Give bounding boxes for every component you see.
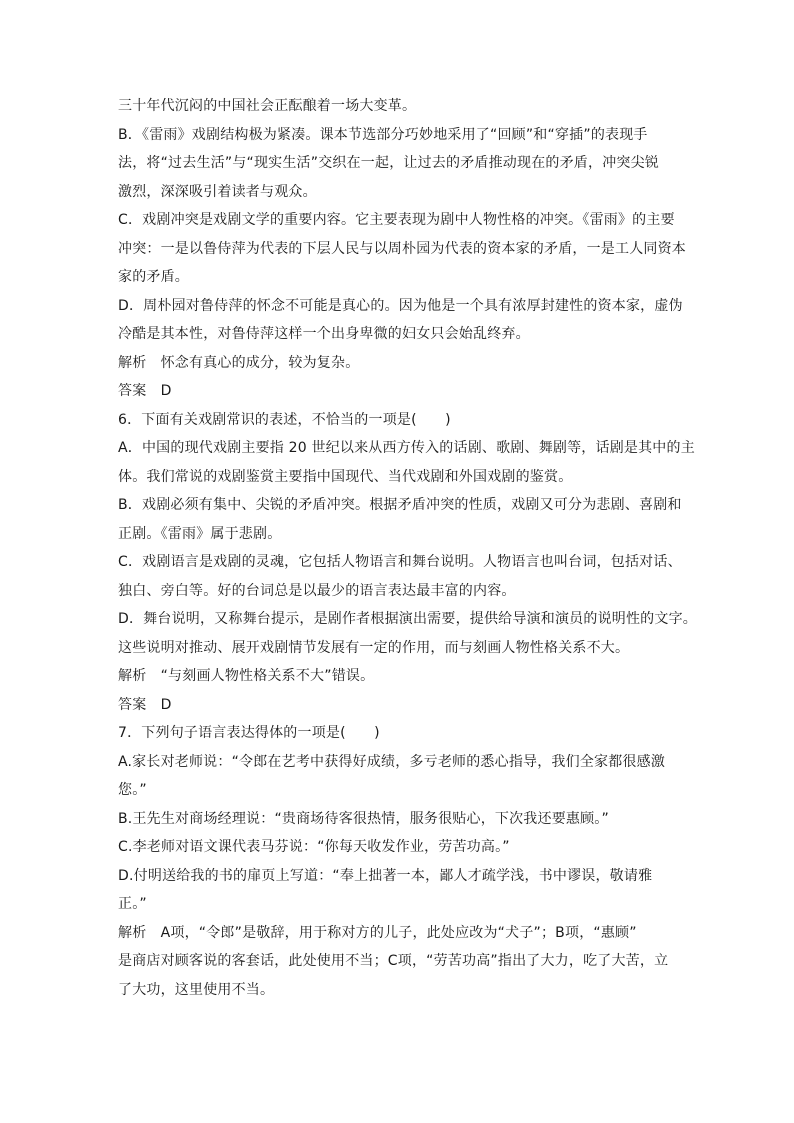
text-line: 这些说明对推动、展开戏剧情节发展有一定的作用，而与刻画人物性格关系不大。 xyxy=(118,639,630,656)
analysis-line: 解析 A项，“令郎”是敬辞，用于称对方的儿子，此处应改为“犬子”；B项，“惠顾” xyxy=(118,924,637,941)
answer-line: 答案 D xyxy=(118,696,172,713)
text-line: 了大功，这里使用不当。 xyxy=(118,981,275,998)
analysis-line: 解析 “与刻画人物性格关系不大”错误。 xyxy=(118,668,375,684)
question-6-stem: 6．下面有关戏剧常识的表述，不恰当的一项是( ) xyxy=(118,411,451,428)
text-line: 冷酷是其本性，对鲁侍萍这样一个出身卑微的妇女只会始乱终弃。 xyxy=(118,326,530,342)
option-c-line: C．戏剧语言是戏剧的灵魂，它包括人物语言和舞台说明。人物语言也叫台词，包括对话、 xyxy=(118,554,682,570)
answer-line: 答案 D xyxy=(118,383,172,399)
option-c-line: C.李老师对语文课代表马芬说：“你每天收发作业，劳苦功高。” xyxy=(118,839,510,855)
option-a-line: A．中国的现代戏剧主要指 20 世纪以来从西方传入的话剧、歌剧、舞剧等，话剧是其中的主 xyxy=(118,440,695,456)
text-line: 正剧。《雷雨》属于悲剧。 xyxy=(118,525,282,542)
text-line: 是商店对顾客说的客套话，此处使用不当；C项，“劳苦功高”指出了大力，吃了大苦，立 xyxy=(118,953,669,969)
question-7-stem: 7．下列句子语言表达得体的一项是( ) xyxy=(118,725,380,741)
option-c-line: C．戏剧冲突是戏剧文学的重要内容。它主要表现为剧中人物性格的冲突。《雷雨》的主要 xyxy=(118,212,675,228)
text-line: 激烈，深深吸引着读者与观众。 xyxy=(118,183,317,200)
option-b-line: B．戏剧必须有集中、尖锐的矛盾冲突。根据矛盾冲突的性质，戏剧又可分为悲剧、喜剧和 xyxy=(118,497,682,513)
text-line: 您。” xyxy=(118,782,147,798)
option-d-line: D．周朴园对鲁侍萍的怀念不可能是真心的。因为他是一个具有浓厚封建性的资本家，虚伪 xyxy=(118,297,683,314)
text-line: 独白、旁白等。好的台词总是以最少的语言表达最丰富的内容。 xyxy=(118,582,516,599)
document-page xyxy=(118,92,697,1004)
text-line: 家的矛盾。 xyxy=(118,269,189,285)
text-line: 三十年代沉闷的中国社会正酝酿着一场大变革。 xyxy=(118,98,417,114)
option-d-line: D．舞台说明，又称舞台提示，是剧作者根据演出需要，提供给导演和演员的说明性的文字。 xyxy=(118,611,697,627)
option-d-line: D.付明送给我的书的扉页上写道：“奉上拙著一本，鄙人才疏学浅，书中谬误，敬请雅 xyxy=(118,867,653,884)
analysis-line: 解析 怀念有真心的成分，较为复杂。 xyxy=(118,354,360,371)
text-line: 正。” xyxy=(118,896,147,912)
option-a-line: A.家长对老师说：“令郎在艺考中获得好成绩，多亏老师的悉心指导，我们全家都很感激 xyxy=(118,753,666,770)
text-line: 冲突：一是以鲁侍萍为代表的下层人民与以周朴园为代表的资本家的矛盾，一是工人同资本 xyxy=(118,240,686,257)
option-b-line: B.王先生对商场经理说：“贵商场待客很热情，服务很贴心，下次我还要惠顾。” xyxy=(118,810,609,827)
text-line: 体。我们常说的戏剧鉴赏主要指中国现代、当代戏剧和外国戏剧的鉴赏。 xyxy=(118,468,573,485)
text-line: 法，将“过去生活”与“现实生活”交织在一起，让过去的矛盾推动现在的矛盾，冲突尖锐 xyxy=(118,155,660,171)
option-b-line: B．《雷雨》戏剧结构极为紧凑。课本节选部分巧妙地采用了“回顾”和“穿插”的表现手 xyxy=(118,126,648,143)
